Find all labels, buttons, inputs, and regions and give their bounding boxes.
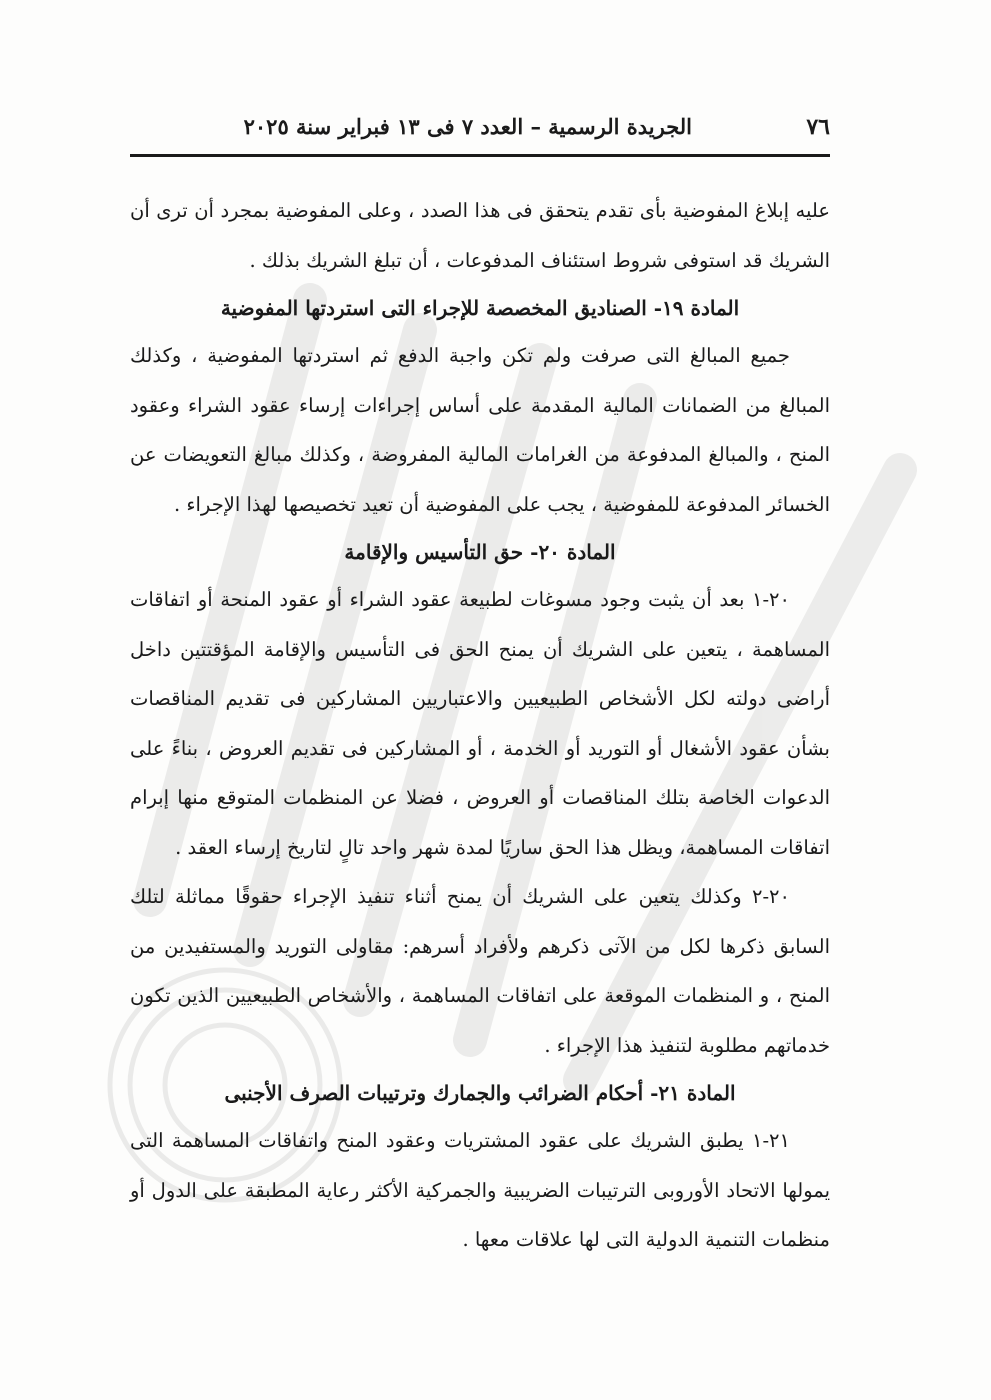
article-19-heading: المادة ١٩- الصناديق المخصصة للإجراء التى استردتها المفوضية bbox=[220, 296, 740, 320]
article-20-paragraph-2: ٢٠-٢ وكذلك يتعين على الشريك أن يمنح أثناء تنفيذ الإجراء حقوقًا مماثلة لتلك السابق ذكرها لكل من الآتى ذكرهم ولأفراد أسرهم: مقاولى التوريد والمستفيدين من المنح ، و المنظمات الموقعة على اتفاقات المساهمة ، والأشخاص الطبيعيين الذين تكون خدماتهم مطلوبة لتنفيذ هذا الإجراء . bbox=[130, 885, 830, 1057]
article-20-paragraph-1: ٢٠-١ بعد أن يثبت وجود مسوغات لطبيعة عقود الشراء أو عقود المنحة أو اتفاقات المساهمة ، يتعين على الشريك أن يمنح الحق فى التأسيس والإقامة المؤقتتين داخل أراضى دولته لكل الأشخاص الطبيعيين والاعتباريين المشاركين فى تقديم المناقصات بشأن عقود الأشغال أو التوريد أو الخدمة ، أو المشاركين فى تقديم العروض ، بناءً على الدعوات الخاصة بتلك المناقصات أو العروض ، فضلا عن المنظمات المتوقع منها إبرام اتفاقات المساهمة، ويظل هذا الحق ساريًا لمدة شهر واحد تالٍ لتاريخ إرساء العقد . bbox=[130, 588, 830, 859]
article-21-heading: المادة ٢١- أحكام الضرائب والجمارك وترتيبات الصرف الأجنبى bbox=[224, 1081, 736, 1105]
article-20-heading: المادة ٢٠- حق التأسيس والإقامة bbox=[344, 540, 616, 564]
article-19-paragraph: جميع المبالغ التى صرفت ولم تكن واجبة الدفع ثم استردتها المفوضية ، وكذلك المبالغ من الضمانات المالية المقدمة على أساس إجراءات إرساء عقود الشراء وعقود المنح ، والمبالغ المدفوعة من الغرامات المالية المفروضة ، وكذلك مبالغ التعويضات عن الخسائر المدفوعة للمفوضية ، يجب على المفوضية أن تعيد تخصيصها لهذا الإجراء . bbox=[130, 344, 830, 516]
intro-paragraph: عليه إبلاغ المفوضية بأى تقدم يتحقق فى هذا الصدد ، وعلى المفوضية بمجرد أن ترى أن الشريك قد استوفى شروط استئناف المدفوعات ، أن تبلغ الشريك بذلك . bbox=[130, 199, 830, 272]
page-header bbox=[130, 108, 830, 152]
header-divider bbox=[130, 154, 830, 157]
page-number: ٧٦ bbox=[806, 114, 830, 140]
document-body bbox=[130, 186, 830, 1265]
article-21-paragraph-1: ٢١-١ يطبق الشريك على عقود المشتريات وعقود المنح واتفاقات المساهمة التى يمولها الاتحاد الأوروبى الترتيبات الضريبية والجمركية الأكثر رعاية المطبقة على الدول أو منظمات التنمية الدولية التى لها علاقات معها . bbox=[130, 1129, 830, 1251]
gazette-title: الجريدة الرسمية – العدد ٧ فى ١٣ فبراير سنة ٢٠٢٥ bbox=[243, 114, 692, 139]
